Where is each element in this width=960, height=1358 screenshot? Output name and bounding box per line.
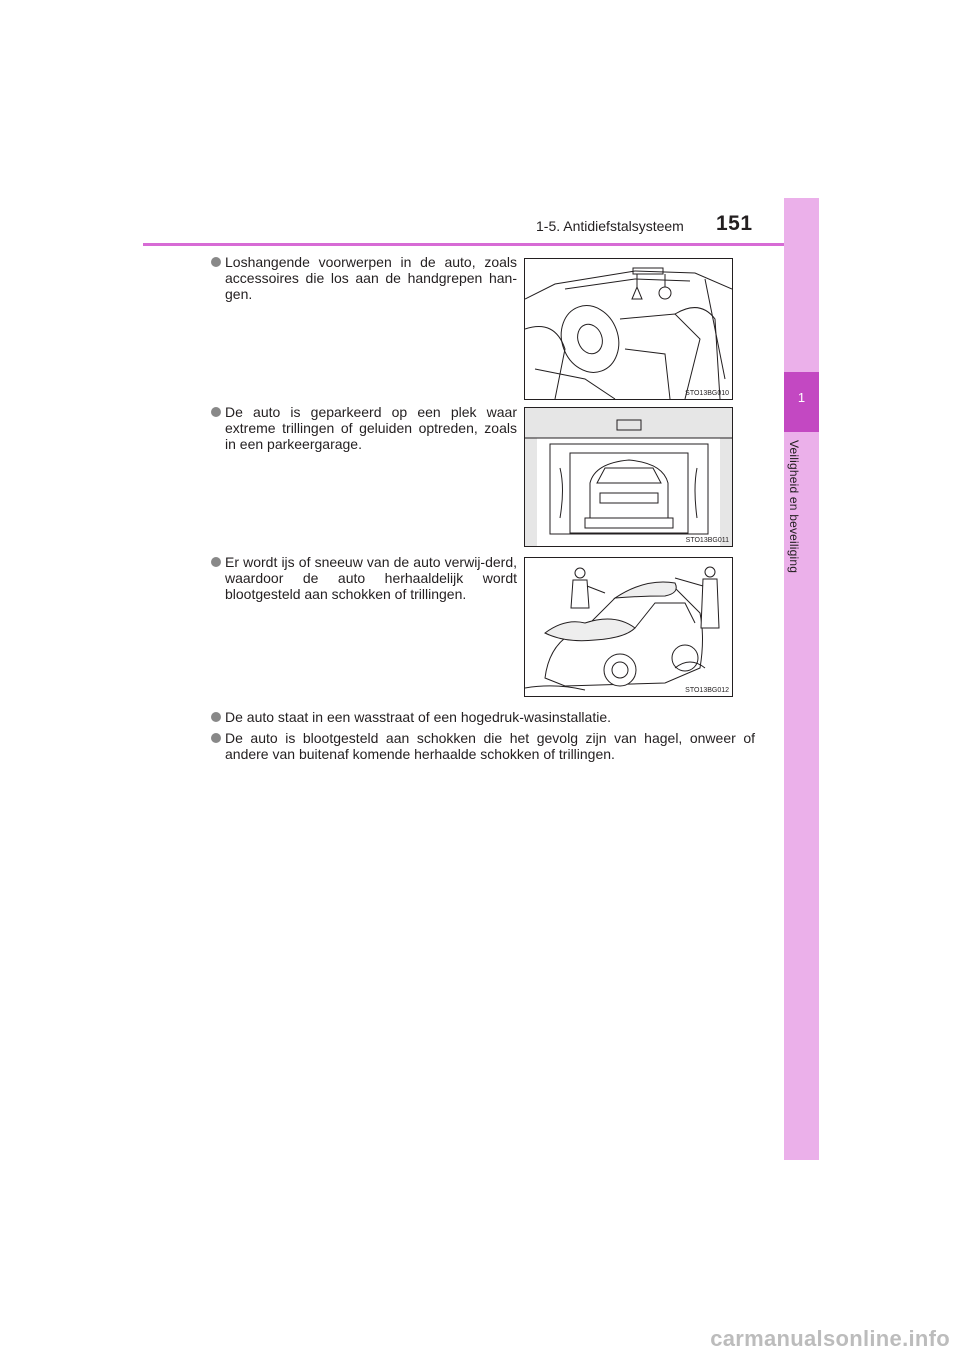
watermark: carmanualsonline.info bbox=[710, 1326, 950, 1351]
interior-illustration bbox=[525, 259, 732, 399]
chapter-side-tab bbox=[784, 198, 819, 1160]
chapter-label: Veiligheid en beveiliging bbox=[787, 440, 801, 574]
bullet-icon bbox=[211, 712, 221, 722]
bullet-item bbox=[225, 730, 755, 762]
parking-garage-illustration bbox=[525, 408, 732, 546]
bullet-icon bbox=[211, 557, 221, 567]
bullet-item bbox=[225, 254, 517, 302]
bullet-item bbox=[225, 709, 755, 725]
header-rule bbox=[143, 243, 819, 246]
bullet-text: Er wordt ijs of sneeuw van de auto verwij-derd, waardoor de auto herhaaldelijk wordt blootgesteld aan schokken of trillingen. bbox=[225, 554, 517, 602]
figure-snow-removal bbox=[524, 557, 733, 697]
figure-parking-garage bbox=[524, 407, 733, 547]
bullet-icon bbox=[211, 733, 221, 743]
bullet-icon bbox=[211, 257, 221, 267]
bullet-text: Loshangende voorwerpen in de auto, zoals accessoires die los aan de handgrepen han-gen. bbox=[225, 254, 517, 302]
figure-code: STO13BG011 bbox=[685, 537, 729, 544]
bullet-item bbox=[225, 404, 517, 452]
snow-removal-illustration bbox=[525, 558, 732, 696]
chapter-number: 1 bbox=[797, 390, 806, 405]
bullet-text: De auto is geparkeerd op een plek waar extreme trillingen of geluiden optreden, zoals in een parkeergarage. bbox=[225, 404, 517, 452]
figure-code: STO13BG012 bbox=[685, 687, 729, 694]
page-number: 151 bbox=[716, 212, 753, 235]
bullet-icon bbox=[211, 407, 221, 417]
bullet-text: De auto staat in een wasstraat of een hogedruk-wasinstallatie. bbox=[225, 709, 612, 725]
bullet-text: De auto is blootgesteld aan schokken die het gevolg zijn van hagel, onweer of andere van buitenaf komende herhaalde schokken of trillingen. bbox=[225, 730, 755, 762]
bullet-item bbox=[225, 554, 517, 602]
figure-interior-accessories bbox=[524, 258, 733, 400]
section-title: 1-5. Antidiefstalsysteem bbox=[536, 218, 684, 234]
figure-code: STO13BG010 bbox=[685, 390, 729, 397]
